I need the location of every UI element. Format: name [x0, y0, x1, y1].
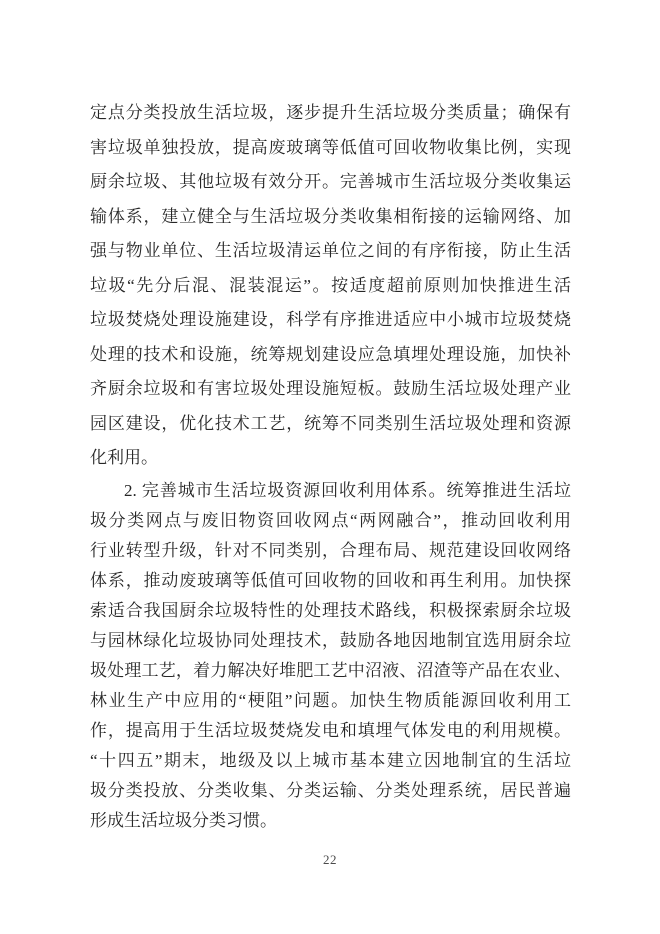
text-line: 行业转型升级，针对不同类别，合理布局、规范建设回收网络 [90, 540, 571, 560]
text-line: 形成生活垃圾分类习惯。 [90, 810, 277, 830]
paragraph-1 [90, 96, 571, 476]
text-line: 园区建设，优化技术工艺，统筹不同类别生活垃圾处理和资源 [90, 413, 571, 433]
body-text [90, 96, 571, 836]
text-line: 2. 完善城市生活垃圾资源回收利用体系。统筹推进生活垃 [124, 480, 571, 500]
paragraph-2 [90, 476, 571, 836]
text-line: 圾分类网点与废旧物资回收网点“两网融合”，推动回收利用 [90, 510, 571, 530]
text-line: 林业生产中应用的“梗阻”问题。加快生物质能源回收利用工 [90, 690, 571, 710]
text-line: 厨余垃圾、其他垃圾有效分开。完善城市生活垃圾分类收集运 [90, 172, 571, 191]
page-number: 22 [323, 852, 337, 867]
text-line: 害垃圾单独投放，提高废玻璃等低值可回收物收集比例，实现 [90, 137, 571, 157]
text-line: 处理的技术和设施，统筹规划建设应急填埋处理设施，加快补 [90, 344, 571, 364]
text-line: 圾分类投放、分类收集、分类运输、分类处理系统，居民普遍 [90, 780, 571, 800]
text-line: 垃圾焚烧处理设施建设，科学有序推进适应中小城市垃圾焚烧 [90, 310, 571, 329]
text-line: 与园林绿化垃圾协同处理技术，鼓励各地因地制宜选用厨余垃 [90, 630, 571, 650]
text-line: 垃圾“先分后混、混装混运”。按适度超前原则加快推进生活 [90, 275, 571, 295]
text-line: 齐厨余垃圾和有害垃圾处理设施短板。鼓励生活垃圾处理产业 [90, 379, 571, 398]
text-line: “十四五”期末，地级及以上城市基本建立因地制宜的生活垃 [90, 750, 571, 770]
text-line: 化利用。 [90, 448, 158, 467]
text-line: 定点分类投放生活垃圾，逐步提升生活垃圾分类质量；确保有 [90, 103, 571, 122]
text-line: 强与物业单位、生活垃圾清运单位之间的有序衔接，防止生活 [90, 241, 571, 260]
text-line: 索适合我国厨余垃圾特性的处理技术路线，积极探索厨余垃圾 [90, 600, 571, 620]
text-line: 圾处理工艺，着力解决好堆肥工艺中沼液、沼渣等产品在农业、 [90, 660, 571, 680]
text-line: 输体系，建立健全与生活垃圾分类收集相衔接的运输网络、加 [90, 206, 571, 226]
text-line: 体系，推动废玻璃等低值可回收物的回收和再生利用。加快探 [90, 570, 571, 590]
text-line: 作，提高用于生活垃圾焚烧发电和填埋气体发电的利用规模。 [90, 720, 571, 740]
